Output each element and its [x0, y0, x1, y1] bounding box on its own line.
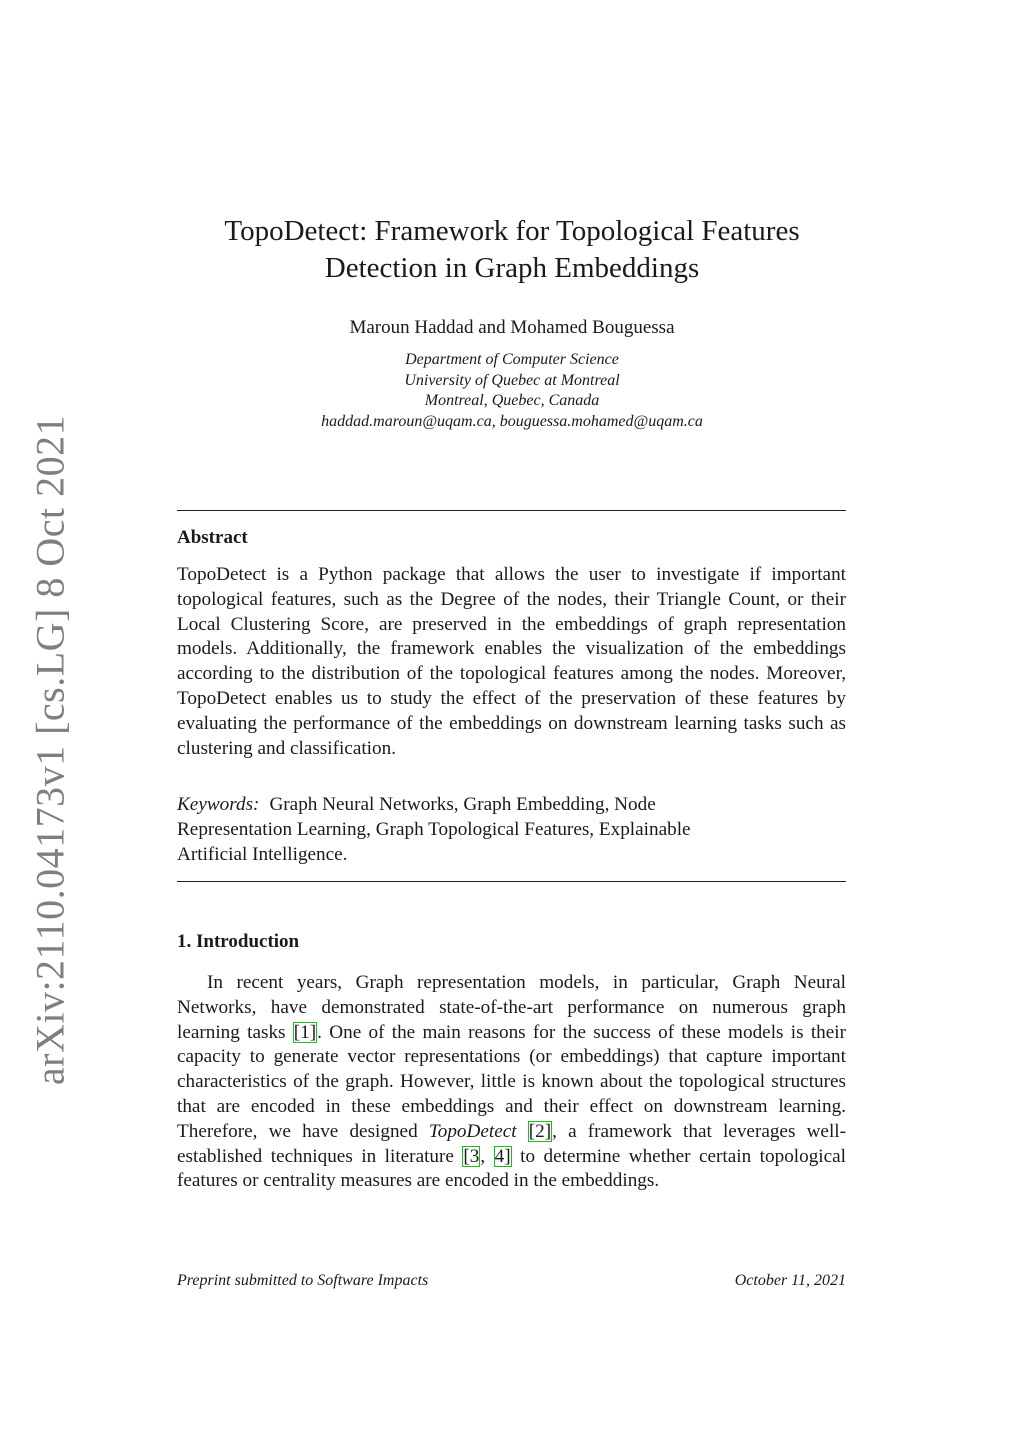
citation-link-3[interactable]: [3	[463, 1145, 480, 1167]
footer-submission-note: Preprint submitted to Software Impacts	[177, 1272, 429, 1289]
author-emails: haddad.maroun@uqam.ca, bouguessa.mohamed@uqam.ca	[321, 412, 703, 430]
abstract-text: TopoDetect is a Python package that allows the user to investigate if important topological features, such as the Degree of the nodes, their Triangle Count, or their Local Clustering Score, are preserved in the embeddings of graph representation models. Additionally, the framework enables the visualization of the embeddings according to the distribution of the topological features among the nodes. Moreover, TopoDetect enables us to study the effect of the preservation of these features by evaluating the performance of the embeddings on downstream learning tasks such as clustering and classification.	[177, 564, 846, 759]
university: University of Quebec at Montreal	[404, 371, 620, 389]
keywords-line-1	[177, 793, 846, 818]
abstract-bottom-rule	[177, 881, 846, 882]
keywords-line-2: Representation Learning, Graph Topological Features, Explainable	[177, 818, 691, 840]
citation-separator: ,	[480, 1145, 494, 1167]
intro-text-part-3: , a framework that leverages well-established techniques in literature	[177, 1120, 846, 1167]
intro-text-part-4: to determine whether certain topological features or centrality measures are encoded in the embeddings.	[177, 1145, 847, 1192]
paper-title	[150, 213, 874, 287]
intro-text-part-1: In recent years, Graph representation models, in particular, Graph Neural Networks, have demonstrated state-of-the-art performance on numerous graph learning tasks	[177, 972, 846, 1043]
authors: Maroun Haddad and Mohamed Bouguessa	[349, 317, 675, 338]
arxiv-side-stamp	[20, 414, 80, 1086]
keywords-label: Keywords:	[177, 794, 260, 815]
citation-link-2[interactable]: [2]	[528, 1120, 552, 1142]
arxiv-identifier: arXiv:2110.04173v1 [cs.LG] 8 Oct 2021	[27, 414, 73, 1086]
footer-date: October 11, 2021	[734, 1272, 846, 1289]
citation-link-1[interactable]: [1]	[293, 1021, 317, 1043]
keywords-text-1: Graph Neural Networks, Graph Embedding, Node	[269, 794, 656, 815]
intro-text-part-2: . One of the main reasons for the success of these models is their capacity to generate vector representations (or embeddings) that capture important characteristics of the graph. However, little is known about the topological structures that are encoded in these embeddings and their effect on downstream learning. Therefore, we have designed	[177, 1021, 846, 1142]
paper-title-line-2: Detection in Graph Embeddings	[324, 252, 700, 284]
affiliation	[150, 350, 874, 432]
introduction-paragraph	[177, 971, 846, 1194]
location: Montreal, Quebec, Canada	[424, 392, 600, 409]
abstract-top-rule	[177, 510, 846, 511]
paper-title-line-1: TopoDetect: Framework for Topological Features	[224, 215, 800, 247]
citation-link-4[interactable]: 4]	[494, 1145, 511, 1167]
section-heading-introduction: 1. Introduction	[177, 931, 300, 952]
department: Department of Computer Science	[405, 351, 619, 368]
keywords-line-3: Artificial Intelligence.	[177, 843, 348, 865]
abstract-heading: Abstract	[177, 527, 248, 548]
keywords	[177, 793, 846, 867]
tool-name: TopoDetect	[428, 1120, 517, 1142]
